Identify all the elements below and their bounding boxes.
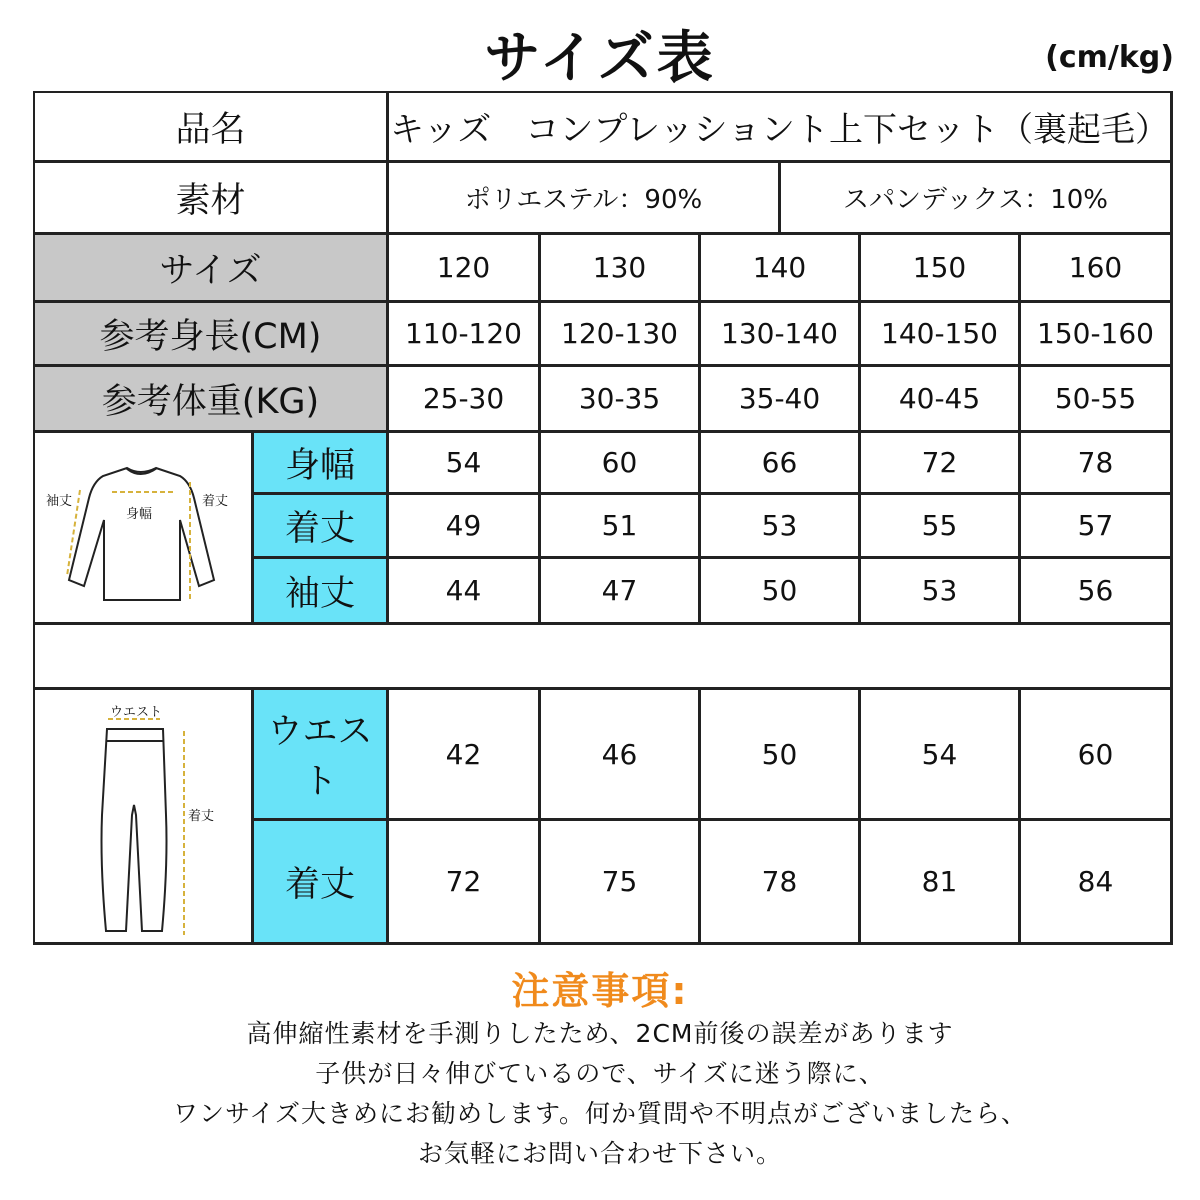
table-cell: 72 [859,431,1020,494]
bottom-garment-diagram [40,695,245,940]
table-cell: 54 [387,431,540,494]
table-cell: 51 [539,493,700,558]
note-line: お気軽にお問い合わせ下さい。 [417,1139,782,1168]
height-row-label: 参考身長(CM) [33,301,388,366]
table-cell: 25-30 [387,365,540,432]
diagram-label-chest: 身幅 [126,507,153,522]
table-cell: 78 [1019,431,1172,494]
table-cell: 49 [387,493,540,558]
table-cell: 130 [539,233,700,302]
table-cell: 150-160 [1019,301,1172,366]
table-cell: 140-150 [859,301,1020,366]
table-cell: 60 [539,431,700,494]
table-cell: 75 [539,819,700,944]
bottom-measure-label: 着丈 [252,819,388,944]
shirt-icon [40,440,245,620]
diagram-label-length: 着丈 [202,494,229,509]
bottom-measure-label: ウエスト [252,688,388,820]
material-label: 素材 [33,161,388,234]
material-item: スパンデックス：10% [779,161,1172,234]
table-cell: 30-35 [539,365,700,432]
spacer-row [33,623,1172,689]
table-cell: 46 [539,688,700,820]
table-cell: 53 [859,557,1020,624]
table-cell: 35-40 [699,365,860,432]
table-cell: 81 [859,819,1020,944]
table-cell: 140 [699,233,860,302]
weight-row-label: 参考体重(KG) [33,365,388,432]
product-label: 品名 [33,91,388,162]
table-cell: 60 [1019,688,1172,820]
table-cell: 66 [699,431,860,494]
diagram-label-sleeve: 袖丈 [46,494,73,509]
table-cell: 47 [539,557,700,624]
size-row-label: サイズ [33,233,388,302]
table-cell: 44 [387,557,540,624]
table-cell: 55 [859,493,1020,558]
table-cell: 130-140 [699,301,860,366]
table-cell: 40-45 [859,365,1020,432]
table-cell: 56 [1019,557,1172,624]
product-name: キッズ コンプレッショント上下セット（裏起毛） [387,91,1172,162]
notes-title: 注意事項: [511,969,689,1013]
note-line: 高伸縮性素材を手測りしたため、2CM前後の誤差があります [246,1019,954,1048]
table-cell: 54 [859,688,1020,820]
table-cell: 78 [699,819,860,944]
note-line: ワンサイズ大きめにお勧めします。何か質問や不明点がございましたら、 [172,1099,1027,1128]
top-measure-label: 袖丈 [252,557,388,624]
top-garment-diagram [40,440,245,620]
table-cell: 42 [387,688,540,820]
unit-label: (cm/kg) [1045,40,1174,75]
diagram-label-length: 着丈 [188,809,215,824]
table-cell: 50 [699,688,860,820]
table-cell: 120 [387,233,540,302]
top-measure-label: 着丈 [252,493,388,558]
material-item: ポリエステル：90% [387,161,780,234]
table-cell: 84 [1019,819,1172,944]
table-cell: 53 [699,493,860,558]
table-cell: 50 [699,557,860,624]
table-cell: 57 [1019,493,1172,558]
table-cell: 120-130 [539,301,700,366]
top-measure-label: 身幅 [252,431,388,494]
table-cell: 50-55 [1019,365,1172,432]
table-cell: 110-120 [387,301,540,366]
table-cell: 160 [1019,233,1172,302]
note-line: 子供が日々伸びているので、サイズに迷う際に、 [315,1059,885,1088]
table-cell: 150 [859,233,1020,302]
diagram-label-waist: ウエスト [110,705,163,720]
table-cell: 72 [387,819,540,944]
leggings-icon [40,695,245,940]
page-title: サイズ表 [484,26,716,91]
